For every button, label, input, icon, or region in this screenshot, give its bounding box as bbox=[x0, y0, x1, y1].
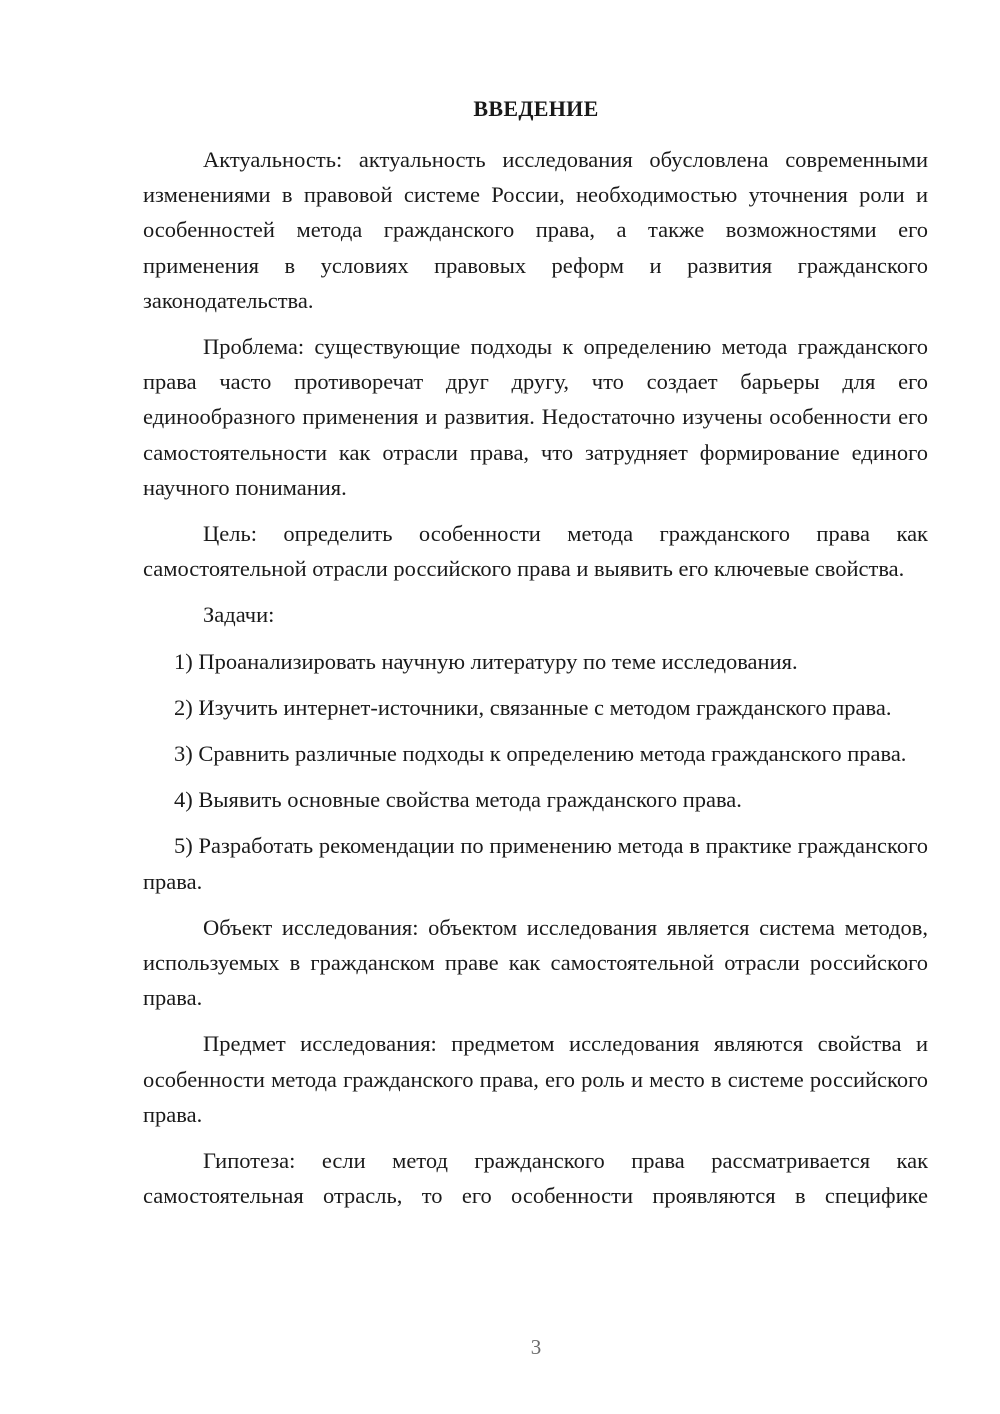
paragraph-hypothesis: Гипотеза: если метод гражданского права рассматривается как самостоятельная отрасль, то его особенности проявляются в специфике bbox=[143, 1148, 928, 1209]
paragraph-relevance: Актуальность: актуальность исследования обусловлена современными изменениями в правовой системе России, необходимостью уточнения роли и особенностей метода гражданского права, а также возможностями его применения в условиях правовых реформ и развития гражданского законодательства. bbox=[143, 147, 928, 313]
paragraph-problem: Проблема: существующие подходы к определению метода гражданского права часто противоречат друг другу, что создает барьеры для его единообразного применения и развития. Недостаточно изучены особенности его самостоятельности как отрасли права, что затрудняет формирование единого научного понимания. bbox=[143, 334, 928, 500]
paragraph-object: Объект исследования: объектом исследования является система методов, используемых в гражданском праве как самостоятельной отрасли российского права. bbox=[143, 914, 928, 1011]
list-item-task-2: 2) Изучить интернет-источники, связанные с методом гражданского права. bbox=[174, 694, 892, 720]
document-body bbox=[143, 142, 928, 1224]
paragraph-subject: Предмет исследования: предметом исследования являются свойства и особенности метода гражданского права, его роль и место в системе российского права. bbox=[143, 1031, 928, 1127]
paragraph-goal: Цель: определить особенности метода гражданского права как самостоятельной отрасли российского права и выявить его ключевые свойства. bbox=[143, 521, 928, 582]
page-title: ВВЕДЕНИЕ bbox=[473, 96, 599, 121]
paragraph-tasks-heading: Задачи: bbox=[203, 602, 275, 628]
page-number: 3 bbox=[530, 1335, 542, 1359]
list-item-task-5: 5) Разработать рекомендации по применению метода в практике гражданского права. bbox=[143, 833, 928, 894]
list-item-task-4: 4) Выявить основные свойства метода гражданского права. bbox=[174, 787, 742, 813]
list-item-task-1: 1) Проанализировать научную литературу по теме исследования. bbox=[174, 648, 798, 674]
list-item-task-3: 3) Сравнить различные подходы к определению метода гражданского права. bbox=[174, 741, 907, 767]
